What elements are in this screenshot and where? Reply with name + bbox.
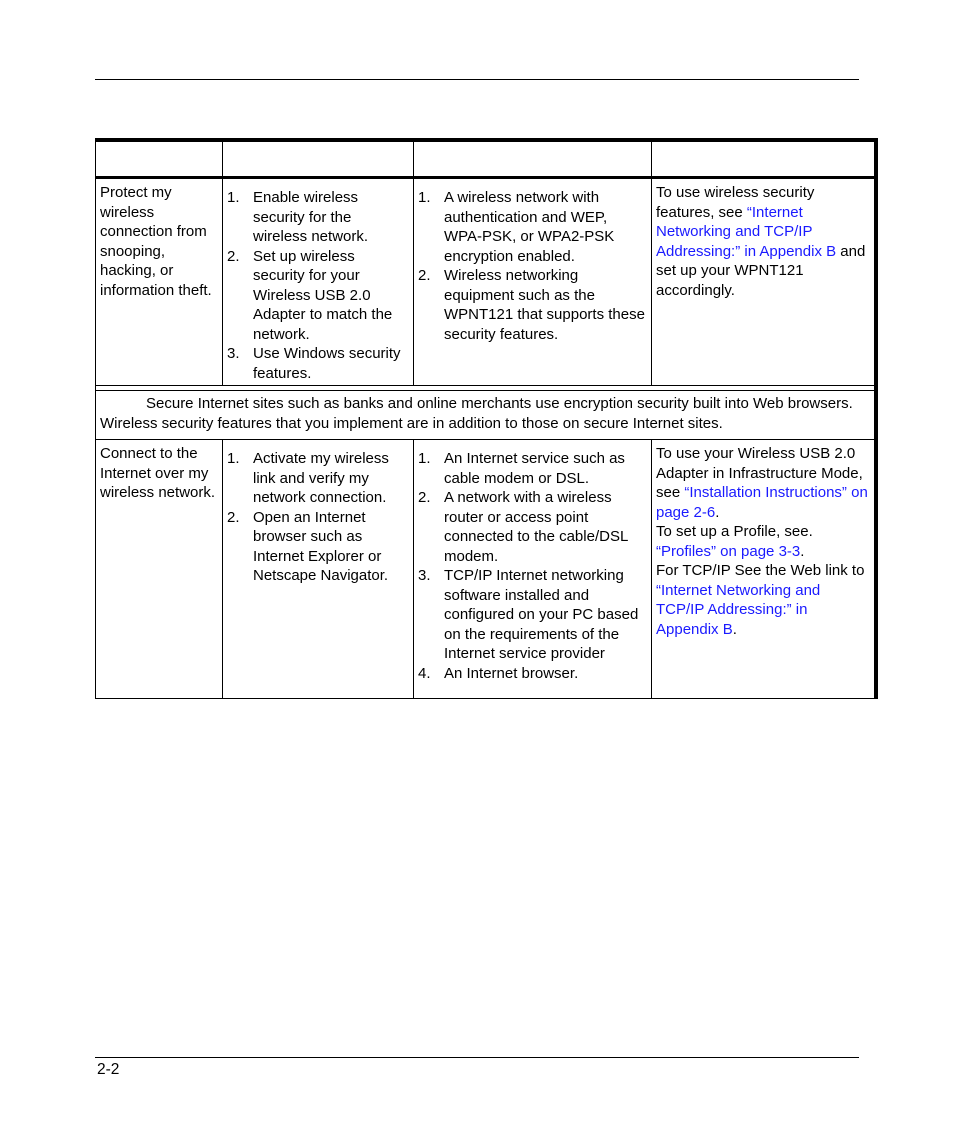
note-text: Secure Internet sites such as banks and online merchants use encryption security built into Web browsers. Wireless security features that you implement are in addition to those on secure Internet sites. [100, 395, 853, 432]
steps-list [223, 188, 413, 383]
header-cell-requirements [414, 140, 652, 178]
list-item: 1. Activate my wireless link and verify my network connection. [227, 450, 389, 506]
header-cell-goal [96, 140, 223, 178]
task-table [95, 138, 878, 699]
list-item: 3. TCP/IP Internet networking software installed and configured on your PC based on the requirements of the Internet service provider [418, 567, 639, 662]
footer-rule [95, 1057, 859, 1058]
header-cell-steps [223, 140, 414, 178]
list-item: 1. A wireless network with authentication and WEP, WPA-PSK, or WPA2-PSK encryption enabled. [418, 189, 615, 265]
goal-cell: Protect my wireless connection from snooping, hacking, or information theft. [100, 184, 212, 299]
goal-cell: Connect to the Internet over my wireless network. [100, 445, 216, 501]
more-info-cell: To use your Wireless USB 2.0 Adapter in Infrastructure Mode, see “Installation Instructions” on page 2-6. To set up a Profile, see. “Profiles” on page 3-3. For TCP/IP See the Web link to “Internet Networking and TCP/IP Addressing:” in Appendix B. [656, 445, 868, 638]
requirements-list [414, 188, 651, 344]
list-item: 2. Open an Internet browser such as Internet Explorer or Netscape Navigator. [227, 508, 389, 584]
list-item: 1. An Internet service such as cable modem or DSL. [418, 450, 625, 487]
table-row [96, 440, 876, 699]
appendix-b-link[interactable]: “Internet Networking and TCP/IP Addressing:” in Appendix B [656, 203, 837, 260]
profiles-link[interactable]: “Profiles” on page 3-3 [656, 542, 801, 560]
list-item: 2. Wireless networking equipment such as the WPNT121 that supports these security features. [418, 267, 645, 343]
list-item: 2. Set up wireless security for your Wireless USB 2.0 Adapter to match the network. [227, 247, 393, 343]
table-row [96, 178, 876, 386]
list-item: 4. An Internet browser. [418, 664, 579, 682]
list-item: 1. Enable wireless security for the wireless network. [227, 189, 369, 245]
list-item: 3. Use Windows security features. [227, 345, 401, 382]
steps-list [223, 449, 413, 586]
more-info-cell: To use wireless security features, see “Internet Networking and TCP/IP Addressing:” in Appendix B and set up your WPNT121 accordingly. [656, 184, 866, 299]
note-row [96, 391, 876, 440]
appendix-b-link[interactable]: “Internet Networking and TCP/IP Addressing:” in Appendix B [656, 581, 821, 638]
header-cell-more-info [652, 140, 876, 178]
list-item: 2. A network with a wireless router or access point connected to the cable/DSL modem. [418, 489, 628, 565]
table-header-row [96, 140, 876, 178]
requirements-list [414, 449, 651, 683]
installation-link[interactable]: “Installation Instructions” on page 2-6 [656, 484, 868, 521]
header-rule [95, 79, 859, 80]
page-number: 2-2 [97, 1061, 120, 1078]
